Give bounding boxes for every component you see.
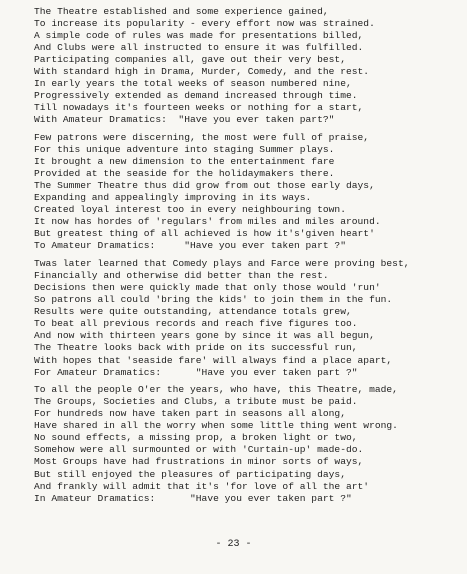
poem-line: It now has hordes of 'regulars' from miles and miles around. [34, 216, 381, 228]
poem-line: No sound effects, a missing prop, a broken light or two, [34, 432, 358, 444]
poem-line: To all the people O'er the years, who have, this Theatre, made, [34, 384, 398, 396]
poem-line: And now with thirteen years gone by since it was all begun, [34, 330, 375, 342]
poem-line: For this unique adventure into staging Summer plays. [34, 144, 335, 156]
poem-line: Results were quite outstanding, attendance totals grew, [34, 306, 352, 318]
poem-line: Twas later learned that Comedy plays and Farce were proving best, [34, 258, 410, 270]
poem-refrain: For Amateur Dramatics: "Have you ever taken part ?" [34, 366, 358, 378]
poem-line: Progressively extended as demand increased through time. [34, 90, 358, 102]
poem-line: And frankly will admit that it's 'for love of all the art' [34, 480, 370, 492]
poem-refrain: In Amateur Dramatics: "Have you ever taken part ?" [34, 492, 352, 504]
poem-line: To increase its popularity - every effort now was strained. [34, 18, 375, 30]
poem-line: The Theatre established and some experience gained, [34, 6, 329, 17]
poem-line: Financially and otherwise did better than the rest. [34, 270, 329, 282]
poem-line: Expanding and appealingly improving in its ways. [34, 192, 312, 204]
poem-line: Till nowadays it's fourteen weeks or nothing for a start, [34, 102, 364, 114]
poem-line: For hundreds now have taken part in seasons all along, [34, 408, 346, 420]
poem-line: So patrons all could 'bring the kids' to join them in the fun. [34, 294, 393, 306]
poem-line: And Clubs were all instructed to ensure it was fulfilled. [34, 42, 364, 54]
poem-line: Somehow were all surmounted or with 'Curtain-up' made-do. [34, 444, 364, 456]
poem-line: In early years the total weeks of season numbered nine, [34, 78, 352, 90]
stanza-2 [34, 132, 459, 252]
poem-line: Most Groups have had frustrations in minor sorts of ways, [34, 456, 364, 468]
poem-line: A simple code of rules was made for presentations billed, [34, 30, 364, 42]
poem-line: Few patrons were discerning, the most were full of praise, [34, 132, 370, 144]
poem-line: It brought a new dimension to the entertainment fare [34, 156, 335, 168]
poem-line: The Theatre looks back with pride on its successful run, [34, 342, 358, 354]
stanza-1 [34, 6, 459, 126]
poem-refrain: To Amateur Dramatics: "Have you ever taken part ?" [34, 240, 346, 252]
stanza-4 [34, 384, 459, 504]
poem-line: Provided at the seaside for the holidaymakers there. [34, 168, 335, 180]
poem-line: Decisions then were quickly made that only those would 'run' [34, 282, 381, 294]
poem-refrain: With Amateur Dramatics: "Have you ever taken part?" [34, 114, 335, 126]
page-number: - 23 - [215, 539, 252, 550]
poem-line: The Groups, Societies and Clubs, a tribute must be paid. [34, 396, 358, 408]
poem-line: With standard high in Drama, Murder, Comedy, and the rest. [34, 66, 370, 78]
poem-line: Created loyal interest too in every neighbouring town. [34, 204, 346, 216]
poem-line: The Summer Theatre thus did grow from out those early days, [34, 180, 375, 192]
poem-line: Participating companies all, gave out their very best, [34, 54, 346, 66]
stanza-3 [34, 258, 459, 378]
poem-line: But greatest thing of all achieved is how it's'given heart' [34, 228, 375, 240]
poem-line: But still enjoyed the pleasures of participating days, [34, 468, 346, 480]
poem-line: With hopes that 'seaside fare' will always find a place apart, [34, 354, 393, 366]
poem-line: To beat all previous records and reach five figures too. [34, 318, 358, 330]
poem-line: Have shared in all the worry when some little thing went wrong. [34, 420, 398, 432]
poem-body [34, 6, 459, 510]
